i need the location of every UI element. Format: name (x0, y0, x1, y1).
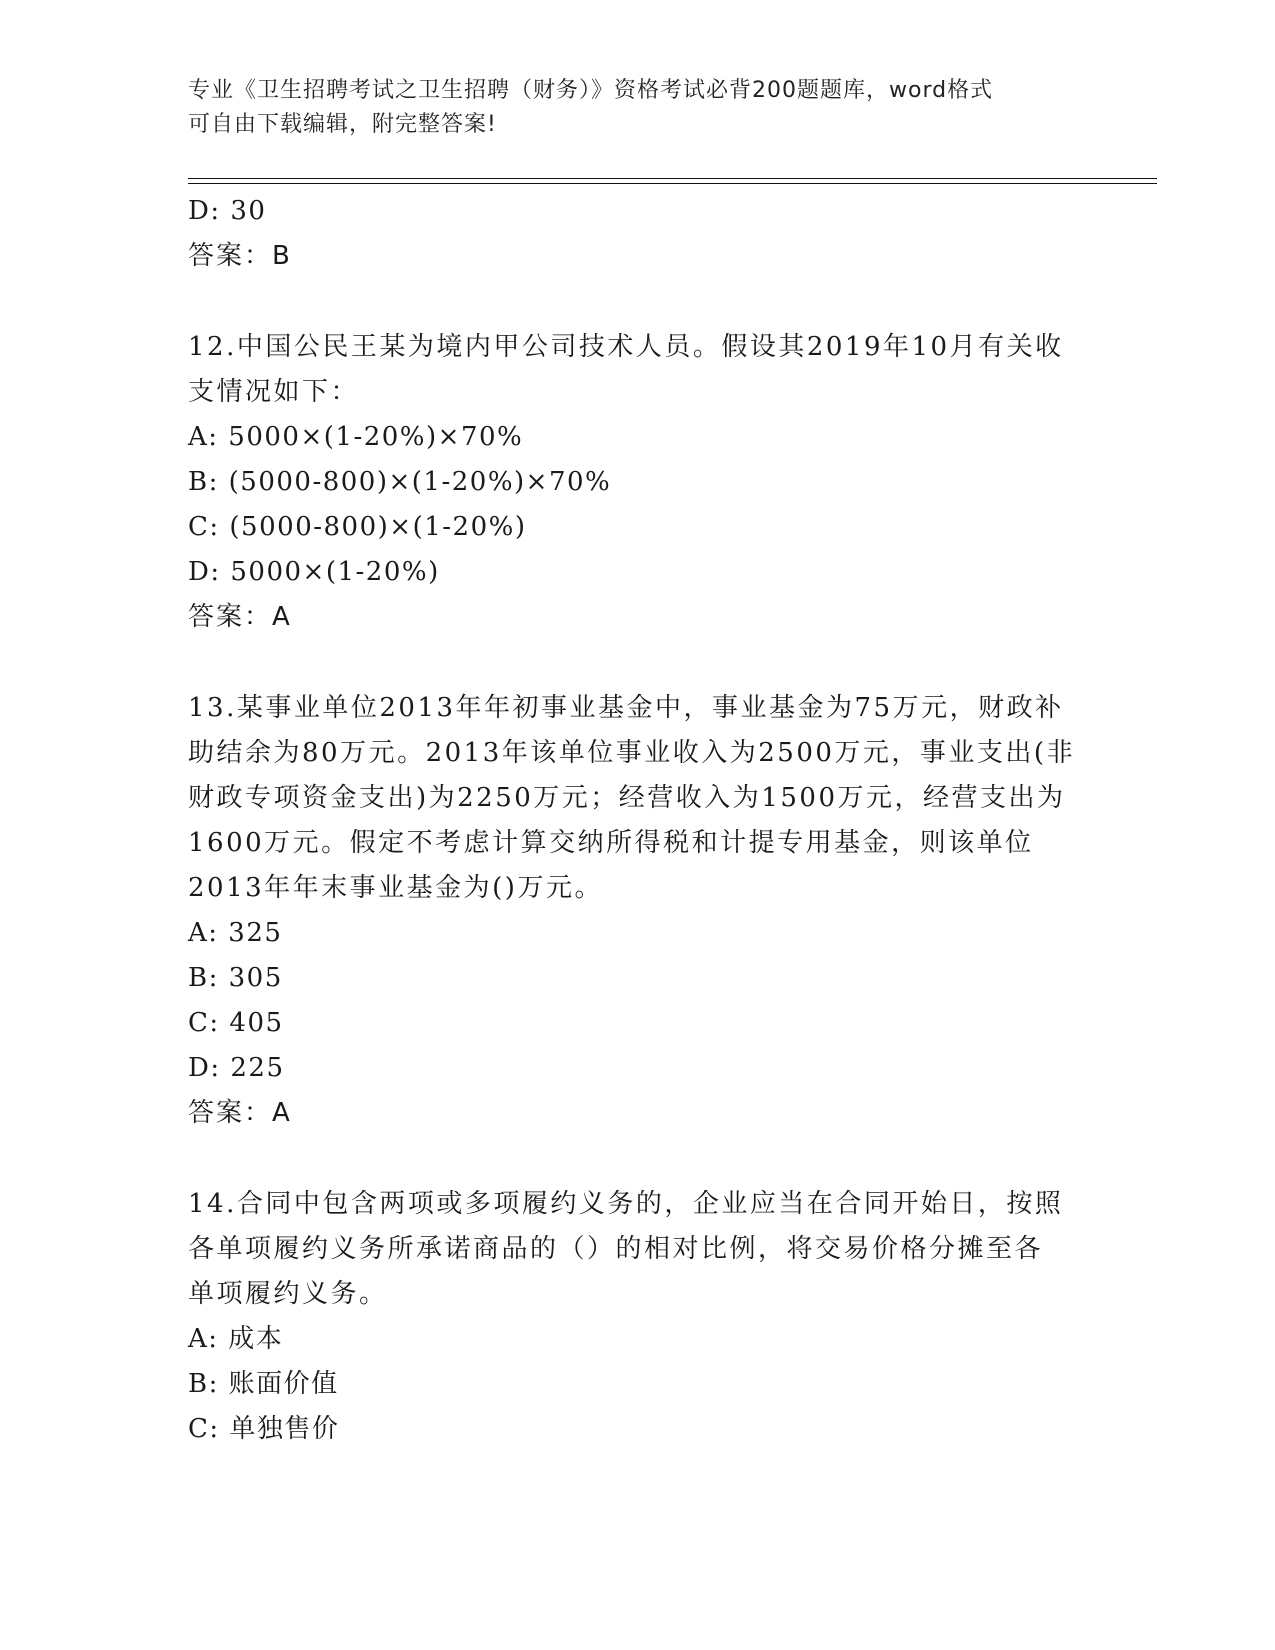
header-title-line-1: 专业《卫生招聘考试之卫生招聘（财务）》资格考试必背200题题库，word格式 (188, 78, 994, 103)
header-title-line-2: 可自由下载编辑，附完整答案! (188, 112, 497, 137)
question-12-line: 支情况如下： (188, 377, 360, 407)
question-12-option-b: B: (5000-800)×(1-20%)×70% (188, 467, 612, 497)
question-13-option-c: C: 405 (188, 1008, 284, 1038)
spacer (188, 1136, 1088, 1182)
document-header (188, 74, 1068, 142)
header-divider-top (188, 178, 1157, 179)
question-13-answer: 答案：A (188, 1098, 292, 1128)
question-13-line: 13.某事业单位2013年年初事业基金中，事业基金为75万元，财政补 (188, 693, 1064, 723)
question-13-option-d: D: 225 (188, 1053, 285, 1083)
question-14-line: 14.合同中包含两项或多项履约义务的，企业应当在合同开始日，按照 (188, 1189, 1064, 1219)
question-12-text (188, 325, 1078, 415)
question-14-option-b: B: 账面价值 (188, 1369, 339, 1399)
prev-option-d: D: 30 (188, 196, 267, 226)
question-13-option-b: B: 305 (188, 963, 283, 993)
header-divider-bottom (188, 183, 1157, 184)
spacer (188, 279, 1088, 325)
question-12-option-a: A: 5000×(1-20%)×70% (188, 422, 524, 452)
prev-answer: 答案：B (188, 241, 292, 271)
question-12-answer: 答案：A (188, 602, 292, 632)
question-12-option-c: C: (5000-800)×(1-20%) (188, 512, 527, 542)
question-13-line: 2013年年末事业基金为()万元。 (188, 873, 603, 903)
document-body (188, 189, 1088, 1452)
question-14-option-c: C: 单独售价 (188, 1414, 340, 1444)
question-13-line: 助结余为80万元。2013年该单位事业收入为2500万元，事业支出(非 (188, 738, 1076, 768)
spacer (188, 640, 1088, 686)
question-13-line: 1600万元。假定不考虑计算交纳所得税和计提专用基金，则该单位 (188, 828, 1034, 858)
question-13-line: 财政专项资金支出)为2250万元；经营收入为1500万元，经营支出为 (188, 783, 1066, 813)
question-12-option-d: D: 5000×(1-20%) (188, 557, 440, 587)
question-14-option-a: A: 成本 (188, 1324, 284, 1354)
question-12-line: 12.中国公民王某为境内甲公司技术人员。假设其2019年10月有关收 (188, 332, 1064, 362)
question-14-line: 各单项履约义务所承诺商品的（）的相对比例，将交易价格分摊至各 (188, 1234, 1044, 1264)
question-13-option-a: A: 325 (188, 918, 283, 948)
question-14-line: 单项履约义务。 (188, 1279, 388, 1309)
question-14-text (188, 1182, 1078, 1317)
question-13-text (188, 686, 1078, 911)
